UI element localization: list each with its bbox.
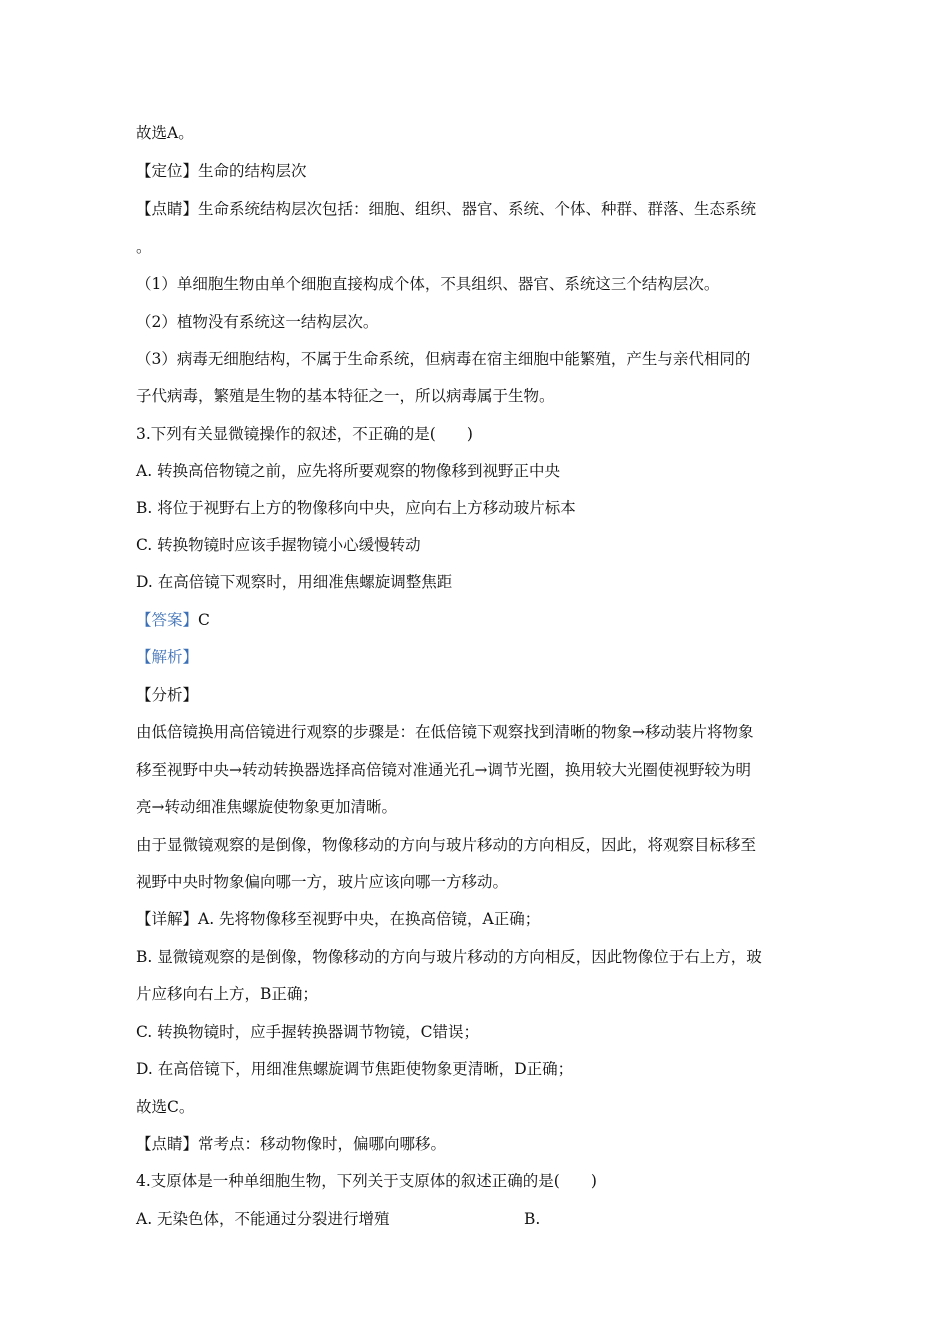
option-a: A. 转换高倍物镜之前，应先将所要观察的物像移到视野正中央	[136, 462, 561, 480]
text-line: D. 在高倍镜下，用细准焦螺旋调节焦距使物象更清晰，D正确；	[136, 1060, 574, 1078]
text-line: C. 转换物镜时，应手握转换器调节物镜，C错误；	[136, 1023, 480, 1041]
text-line: B. 显微镜观察的是倒像，物像移动的方向与玻片移动的方向相反，因此物像位于右上方，玻	[136, 948, 762, 966]
option-d: D. 在高倍镜下观察时，用细准焦螺旋调整焦距	[136, 573, 453, 591]
text-line: （1）单细胞生物由单个细胞直接构成个体，不具组织、器官、系统这三个结构层次。	[136, 275, 720, 293]
answer-value: C	[198, 611, 210, 629]
text-line: 视野中央时物象偏向哪一方，玻片应该向哪一方移动。	[136, 873, 509, 891]
text-line: （3）病毒无细胞结构，不属于生命系统，但病毒在宿主细胞中能繁殖，产生与亲代相同的	[136, 350, 751, 368]
text-line: 故选C。	[136, 1098, 195, 1116]
analysis-tag: 【解析】	[136, 648, 199, 666]
option-b: B. 将位于视野右上方的物像移向中央，应向右上方移动玻片标本	[136, 499, 576, 517]
text-line: 由低倍镜换用高倍镜进行观察的步骤是：在低倍镜下观察找到清晰的物象→移动装片将物象	[136, 723, 754, 741]
q4-option-b: B.	[524, 1210, 541, 1228]
text-line: 由于显微镜观察的是倒像，物像移动的方向与玻片移动的方向相反，因此，将观察目标移至	[136, 836, 757, 854]
q4-option-a: A. 无染色体，不能通过分裂进行增殖	[136, 1210, 390, 1228]
text-line: （2）植物没有系统这一结构层次。	[136, 313, 379, 331]
text-line: 【定位】生命的结构层次	[136, 162, 307, 180]
answer-tag: 【答案】	[136, 611, 199, 629]
text-line: 故选A。	[136, 124, 194, 142]
text-line: 移至视野中央→转动转换器选择高倍镜对准通光孔→调节光圈，换用较大光圈使视野较为明	[136, 761, 751, 779]
question-4-stem: 4.支原体是一种单细胞生物，下列关于支原体的叙述正确的是( )	[136, 1172, 597, 1190]
text-line: 亮→转动细准焦螺旋使物象更加清晰。	[136, 798, 397, 816]
option-c: C. 转换物镜时应该手握物镜小心缓慢转动	[136, 536, 421, 554]
text-line: 子代病毒，繁殖是生物的基本特征之一，所以病毒属于生物。	[136, 387, 555, 405]
question-3-stem: 3.下列有关显微镜操作的叙述，不正确的是( )	[136, 425, 473, 443]
text-line: 。	[136, 238, 152, 256]
text-line: 片应移向右上方，B正确；	[136, 985, 318, 1003]
text-line: 【详解】A. 先将物像移至视野中央，在换高倍镜，A正确；	[136, 910, 541, 928]
answer-line	[136, 609, 210, 631]
text-line: 【点睛】生命系统结构层次包括：细胞、组织、器官、系统、个体、种群、群落、生态系统	[136, 200, 757, 218]
text-line: 【点睛】常考点：移动物像时，偏哪向哪移。	[136, 1135, 447, 1153]
text-line: 【分析】	[136, 686, 199, 704]
